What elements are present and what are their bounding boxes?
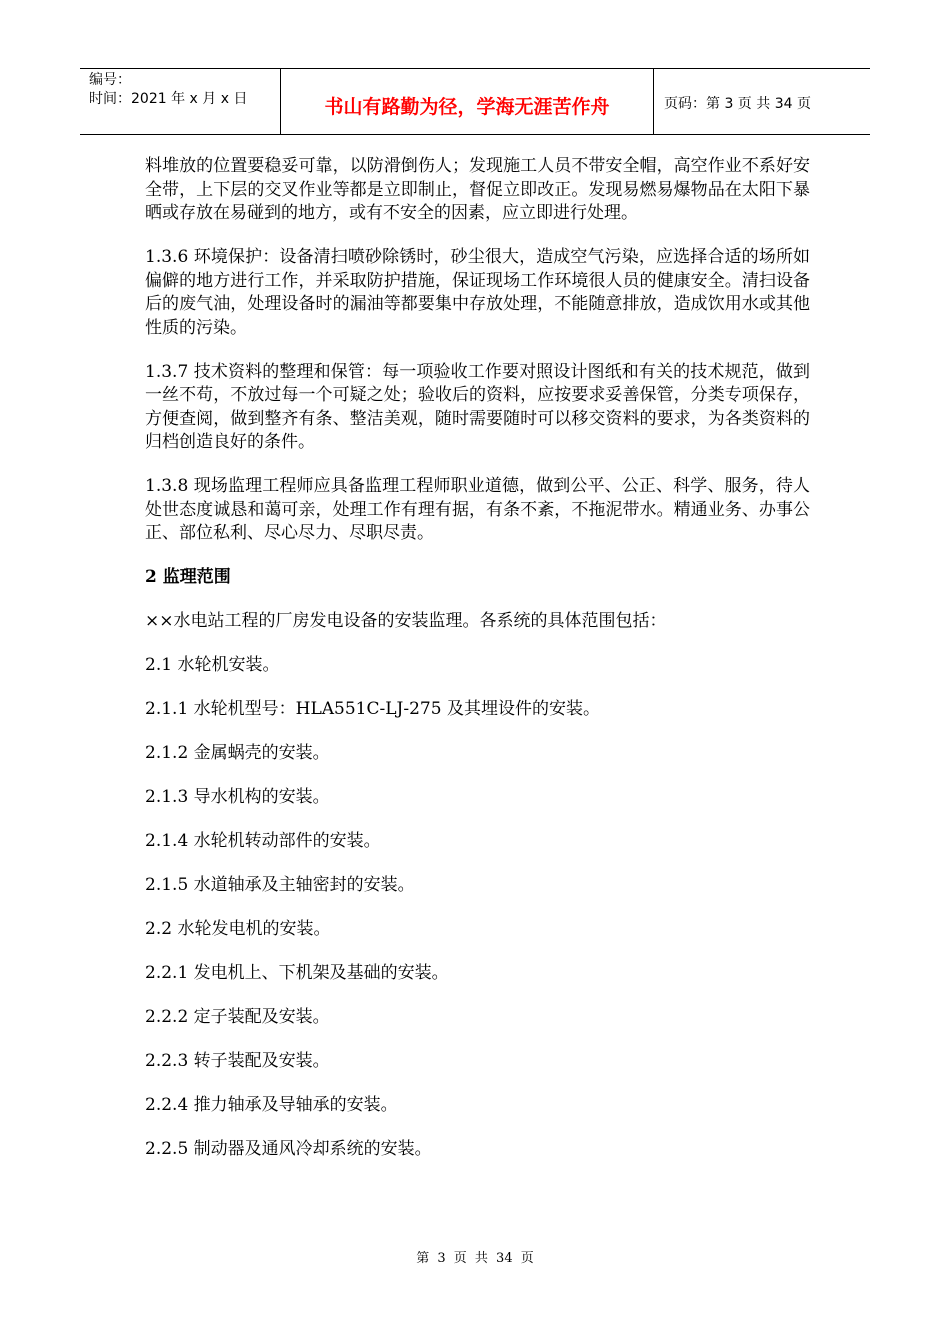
page-header bbox=[80, 68, 870, 135]
item-2-1: 2.1 水轮机安装。 bbox=[145, 655, 280, 675]
document-body bbox=[145, 155, 810, 1182]
paragraph-1-3-6: 1.3.6 环境保护：设备清扫喷砂除锈时，砂尘很大，造成空气污染，应选择合适的场所如偏僻的地方进行工作，并采取防护措施，保证现场工作环境很人员的健康安全。清扫设备后的废气油，处理设备时的漏油等都要集中存放处理，不能随意排放，造成饮用水或其他性质的污染。 bbox=[145, 247, 810, 338]
item-2-2-5: 2.2.5 制动器及通风冷却系统的安装。 bbox=[145, 1139, 432, 1159]
header-meta bbox=[80, 69, 281, 134]
item-2-1-1: 2.1.1 水轮机型号：HLA551C-LJ-275 及其埋设件的安装。 bbox=[145, 699, 600, 719]
page-footer: 第 3 页 共 34 页 bbox=[416, 1251, 534, 1266]
item-2-1-3: 2.1.3 导水机构的安装。 bbox=[145, 787, 330, 807]
paragraph-1-3-8: 1.3.8 现场监理工程师应具备监理工程师职业道德，做到公平、公正、科学、服务，待人处世态度诚恳和蔼可亲，处理工作有理有据，有条不紊，不拖泥带水。精通业务、办事公正、部位私利、尽心尽力、尽职尽责。 bbox=[145, 476, 810, 543]
header-page-info: 页码：第 3 页 共 34 页 bbox=[664, 95, 811, 112]
header-motto: 书山有路勤为径，学海无涯苦作舟 bbox=[281, 69, 654, 134]
item-2-2: 2.2 水轮发电机的安装。 bbox=[145, 919, 331, 939]
section-heading-scope: 2 监理范围 bbox=[145, 567, 231, 587]
item-2-2-2: 2.2.2 定子装配及安装。 bbox=[145, 1007, 330, 1027]
item-2-1-2: 2.1.2 金属蜗壳的安装。 bbox=[145, 743, 330, 763]
document-date: 时间：2021 年 x 月 x 日 bbox=[89, 91, 248, 107]
document-number-label: 编号： bbox=[89, 72, 131, 88]
paragraph-safety-continued: 料堆放的位置要稳妥可靠，以防滑倒伤人；发现施工人员不带安全帽，高空作业不系好安全带，上下层的交叉作业等都是立即制止，督促立即改正。发现易燃易爆物品在太阳下暴晒或存放在易碰到的地方，或有不安全的因素，应立即进行处理。 bbox=[145, 156, 810, 223]
paragraph-scope-intro: ××水电站工程的厂房发电设备的安装监理。各系统的具体范围包括： bbox=[145, 611, 667, 631]
item-2-2-3: 2.2.3 转子装配及安装。 bbox=[145, 1051, 330, 1071]
item-2-1-4: 2.1.4 水轮机转动部件的安装。 bbox=[145, 831, 381, 851]
paragraph-1-3-7: 1.3.7 技术资料的整理和保管：每一项验收工作要对照设计图纸和有关的技术规范，做到一丝不苟，不放过每一个可疑之处；验收后的资料，应按要求妥善保管，分类专项保存，方便查阅，做到整齐有条、整洁美观，随时需要随时可以移交资料的要求，为各类资料的归档创造良好的条件。 bbox=[145, 361, 810, 452]
item-2-2-4: 2.2.4 推力轴承及导轴承的安装。 bbox=[145, 1095, 398, 1115]
item-2-2-1: 2.2.1 发电机上、下机架及基础的安装。 bbox=[145, 963, 449, 983]
item-2-1-5: 2.1.5 水道轴承及主轴密封的安装。 bbox=[145, 875, 415, 895]
